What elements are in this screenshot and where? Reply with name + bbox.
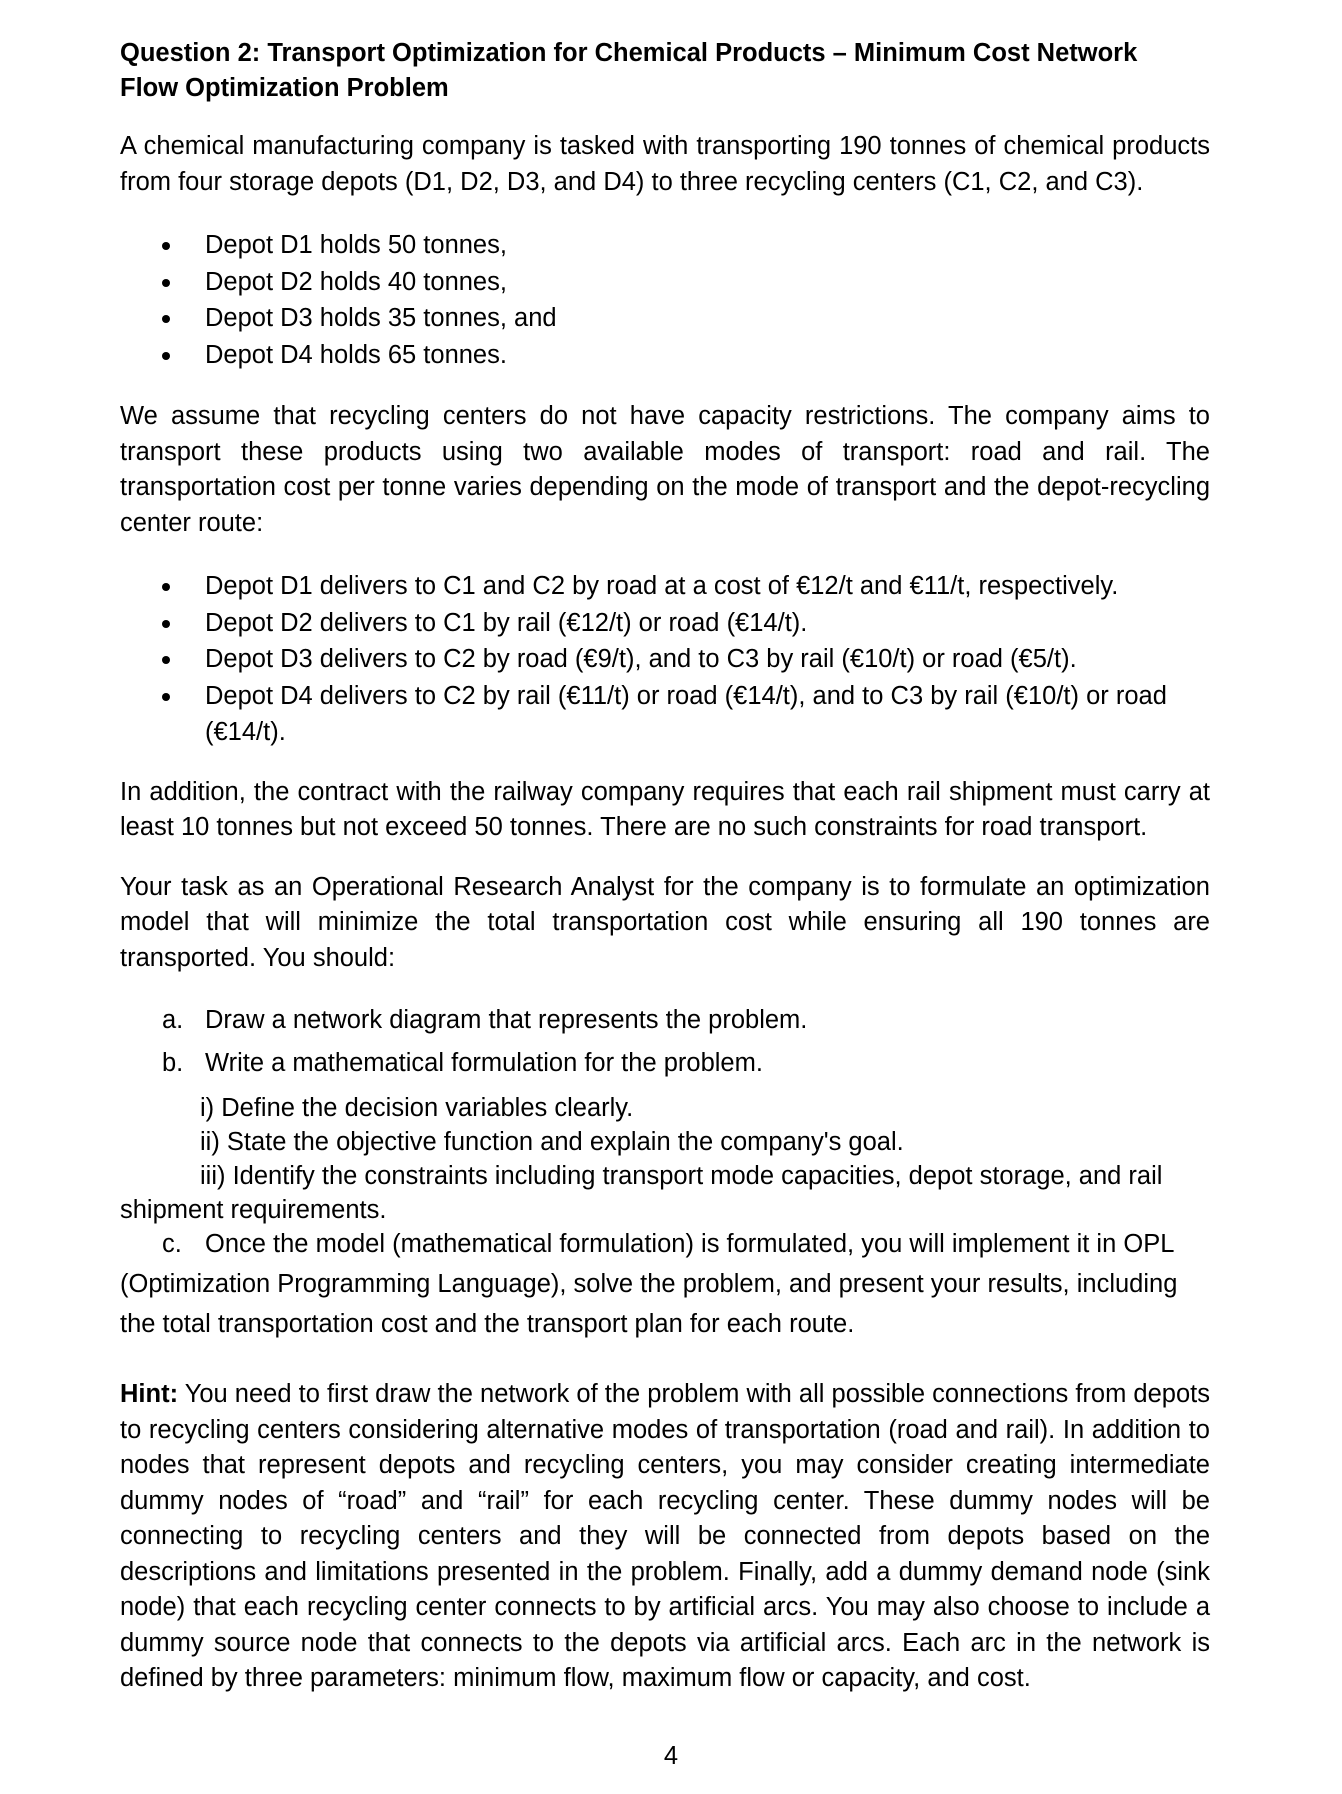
- depot-item: [120, 264, 1210, 301]
- task-c-text-line-3: the total transportation cost and the transport plan for each route.: [120, 1310, 855, 1338]
- bullet-icon: [162, 656, 170, 664]
- route-item-text: Depot D3 delivers to C2 by road (€9/t), and to C3 by rail (€10/t) or road (€5/t).: [205, 645, 1077, 673]
- depot-item-text: Depot D4 holds 65 tonnes.: [205, 340, 507, 369]
- route-item: [120, 568, 1210, 605]
- task-b-iii-text-line-1: iii) Identify the constraints including transport mode capacities, depot storage, and rail: [200, 1162, 1163, 1190]
- task-b-label: b.: [162, 1049, 184, 1077]
- bullet-icon: [162, 352, 170, 360]
- task-b: [120, 1046, 1210, 1091]
- document-page: [120, 36, 1210, 1697]
- depot-item: [120, 300, 1210, 337]
- task-b-iii: [120, 1159, 1210, 1193]
- rail-contract-paragraph: In addition, the contract with the railway company requires that each rail shipment must carry at least 10 tonnes but not exceed 50 tonnes. There are no such constraints for road transport.: [120, 777, 1210, 841]
- hint-paragraph: [120, 1377, 1210, 1697]
- depot-item-text: Depot D1 holds 50 tonnes,: [205, 231, 507, 259]
- route-item: [120, 641, 1210, 678]
- assumption-paragraph: We assume that recycling centers do not have capacity restrictions. The company aims to transport these products using two available modes of transport: road and rail. The transportation cost per tonne varies depending on the mode of transport and the depot-recycling center route:: [120, 402, 1210, 537]
- bullet-icon: [162, 242, 170, 250]
- route-item-text: Depot D4 delivers to C2 by rail (€11/t) or road (€14/t), and to C3 by rail (€10/t) or road (€14/t).: [205, 681, 1167, 746]
- task-c-cont-1: [120, 1267, 1210, 1307]
- task-a-text: Draw a network diagram that represents the problem.: [205, 1006, 808, 1034]
- route-item: [120, 605, 1210, 642]
- task-b-i-text: i) Define the decision variables clearly.: [200, 1094, 634, 1122]
- task-b-ii: [120, 1125, 1210, 1159]
- bullet-icon: [162, 693, 170, 701]
- task-a: [120, 1003, 1210, 1046]
- intro-paragraph: A chemical manufacturing company is tasked with transporting 190 tonnes of chemical products from four storage depots (D1, D2, D3, and D4) to three recycling centers (C1, C2, and C3).: [120, 132, 1210, 196]
- task-a-label: a.: [162, 1006, 184, 1034]
- depot-item-text: Depot D3 holds 35 tonnes, and: [205, 304, 557, 332]
- task-c: [120, 1227, 1210, 1267]
- task-intro-paragraph: Your task as an Operational Research Analyst for the company is to formulate an optimization model that will minimize the total transportation cost while ensuring all 190 tonnes are transported. You should:: [120, 872, 1210, 972]
- question-title: [120, 36, 1210, 106]
- task-list: [120, 1003, 1210, 1347]
- bullet-icon: [162, 279, 170, 287]
- bullet-icon: [162, 315, 170, 323]
- depot-item: [120, 227, 1210, 264]
- hint-text: You need to first draw the network of the problem with all possible connections from depots to recycling centers considering alternative modes of transportation (road and rail). In addition to nodes that represent depots and recycling centers, you may consider creating intermediate dummy nodes of “road” and “rail” for each recycling center. These dummy nodes will be connecting to recycling centers and they will be connected from depots based on the descriptions and limitations presented in the problem. Finally, add a dummy demand node (sink node) that each recycling center connects to by artificial arcs. You may also choose to include a dummy source node that connects to the depots via artificial arcs. Each arc in the network is defined by three parameters: minimum flow, maximum flow or capacity, and cost.: [120, 1380, 1210, 1692]
- bullet-icon: [162, 620, 170, 628]
- question-title-line-1: Question 2: Transport Optimization for Chemical Products – Minimum Cost Network: [120, 39, 1138, 67]
- bullet-icon: [162, 583, 170, 591]
- hint-label: Hint:: [120, 1380, 179, 1408]
- task-c-text-line-1: Once the model (mathematical formulation) is formulated, you will implement it in OPL: [205, 1230, 1175, 1258]
- page-number: 4: [663, 1742, 679, 1770]
- task-c-label: c.: [162, 1230, 182, 1258]
- route-item-text: Depot D2 delivers to C1 by rail (€12/t) or road (€14/t).: [205, 608, 808, 637]
- task-b-text: Write a mathematical formulation for the problem.: [205, 1049, 763, 1077]
- task-b-iii-text-line-2: shipment requirements.: [120, 1196, 387, 1224]
- task-c-text-line-2: (Optimization Programming Language), solve the problem, and present your results, including: [120, 1270, 1178, 1298]
- depot-item-text: Depot D2 holds 40 tonnes,: [205, 267, 507, 296]
- task-b-iii-cont: [120, 1193, 1210, 1227]
- task-c-cont-2: [120, 1307, 1210, 1347]
- route-list: [120, 568, 1210, 751]
- task-b-ii-text: ii) State the objective function and explain the company's goal.: [200, 1128, 904, 1156]
- route-item-text: Depot D1 delivers to C1 and C2 by road at a cost of €12/t and €11/t, respectively.: [205, 572, 1119, 600]
- depot-list: [120, 227, 1210, 373]
- question-title-line-2: Flow Optimization Problem: [120, 74, 449, 102]
- route-item: [120, 678, 1210, 751]
- depot-item: [120, 337, 1210, 374]
- task-b-i: [120, 1091, 1210, 1125]
